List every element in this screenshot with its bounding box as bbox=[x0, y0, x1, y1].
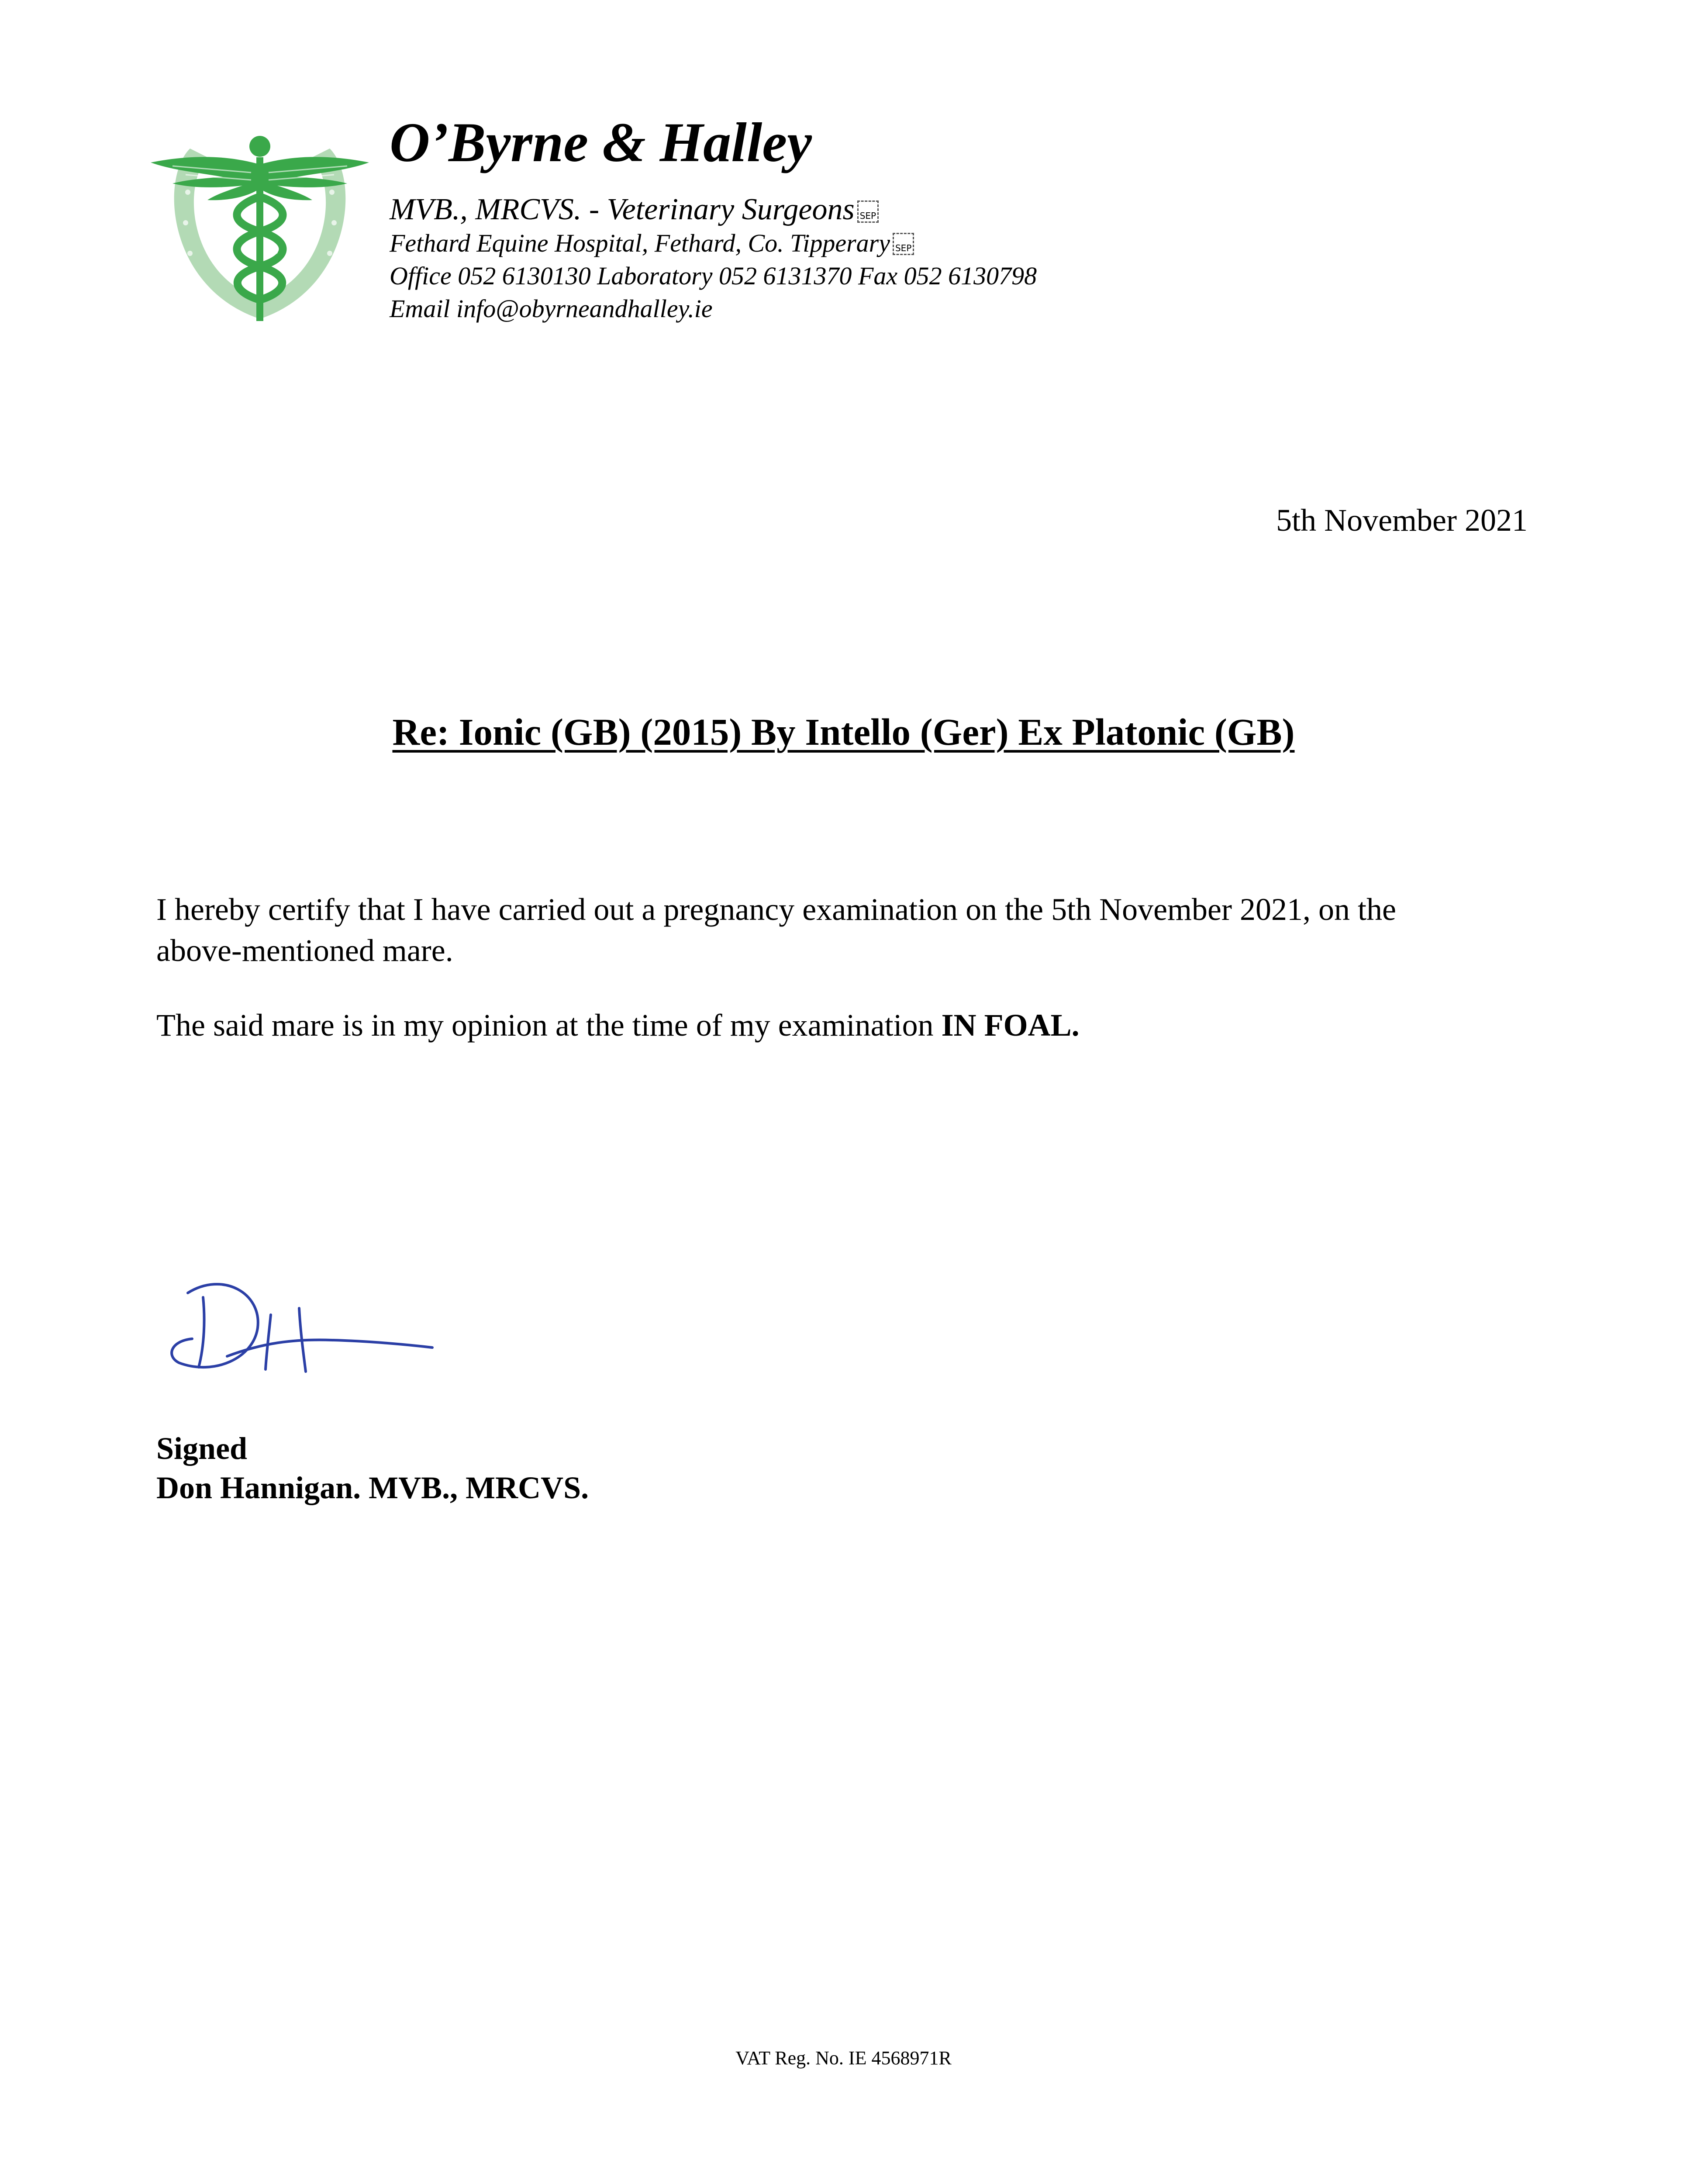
vat-registration: VAT Reg. No. IE 4568971R bbox=[735, 2047, 952, 2069]
qualifications-text: MVB., MRCVS. - Veterinary Surgeons bbox=[390, 193, 855, 226]
caduceus-logo-icon bbox=[146, 131, 373, 332]
firm-email: Email info@obyrneandhalley.ie bbox=[390, 294, 713, 323]
letter-date: 5th November 2021 bbox=[1276, 503, 1528, 538]
examination-result bbox=[156, 1005, 1532, 1046]
address-text: Fethard Equine Hospital, Fethard, Co. Tipperary bbox=[390, 229, 890, 257]
firm-address bbox=[390, 231, 914, 256]
firm-qualifications bbox=[390, 194, 879, 225]
firm-name: O’Byrne & Halley bbox=[390, 111, 812, 173]
sep-glyph-icon: SEP bbox=[893, 233, 914, 255]
sep-glyph-icon: SEP bbox=[857, 200, 879, 223]
signer-name: Don Hannigan. MVB., MRCVS. bbox=[156, 1470, 589, 1505]
handwritten-signature-icon bbox=[162, 1267, 441, 1398]
result-text: The said mare is in my opinion at the time of my examination bbox=[156, 1008, 942, 1043]
certification-line-1: I hereby certify that I have carried out a pregnancy examination on the 5th November 2021, on the bbox=[156, 892, 1396, 927]
letter-subject: Re: Ionic (GB) (2015) By Intello (Ger) Ex Platonic (GB) bbox=[392, 711, 1295, 753]
firm-phone-numbers: Office 052 6130130 Laboratory 052 6131370 Fax 052 6130798 bbox=[390, 262, 1037, 290]
signed-label: Signed bbox=[156, 1431, 248, 1466]
certification-line-2: above-mentioned mare. bbox=[156, 933, 453, 968]
result-status: IN FOAL. bbox=[941, 1008, 1080, 1043]
